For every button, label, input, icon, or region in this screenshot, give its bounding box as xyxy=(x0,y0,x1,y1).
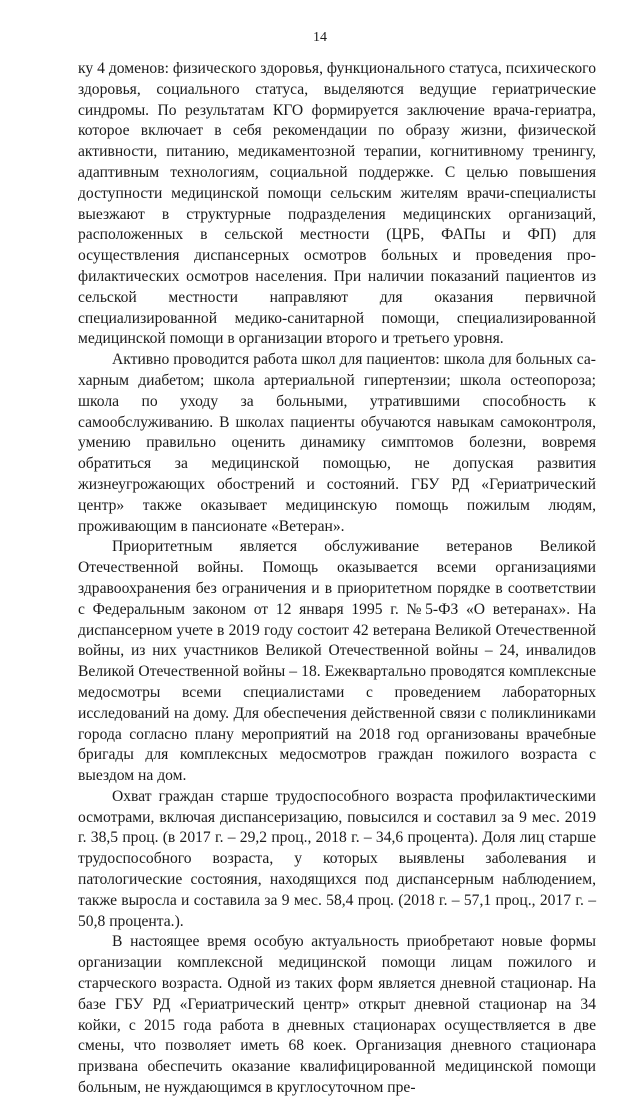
body-text xyxy=(78,59,596,1099)
page-number: 14 xyxy=(313,30,327,45)
paragraph-day-hospital: В настоящее время особую актуальность приобретают новые формы организации комплексной медицинской помощи лицам пожилого и старческого возраста. Одной из таких форм является дневной стационар. На базе ГБУ РД «Гериатрический центр» открыт дневной стационар на 34 койки, с 2015 года работа в дневных стационарах осуществляется в две смены, что позволяет иметь 68 коек. Организация дневного стационара призвана обеспечить оказание квалифицированной медицинской помощи больным, не нуждающимся в круглосуточном пре- xyxy=(78,933,596,1097)
paragraph-patient-schools: Активно проводится работа школ для пациентов: школа для больных сахарным диабетом; школа артериальной гипертензии; школа остеопороза; школа по уходу за больными, утратившими способность к самообслуживанию. В школах пациенты обучаются навыкам самоконтроля, умению правильно оценить динамику симптомов болезни, вовремя обратиться за медицинской помощью, не допуская развития жизнеугрожающих обострений и состояний. ГБУ РД «Гериатрический центр» также оказывает медицинскую помощь пожилым людям, проживающим в пансионате «Ветеран». xyxy=(78,351,596,535)
paragraph-continuation: ку 4 доменов: физического здоровья, функционального статуса, психического здоровья, социального статуса, выделяются ведущие гериатрические синдромы. По результатам КГО формируется заключение врача-гериатра, которое включает в себя рекомендации по образу жизни, физической активности, питанию, медикаментозной терапии, когнитивному тренингу, адаптивным технологиям, социальной поддержке. С целью повышения доступности медицинской помощи сельским жителям врачи-специалисты выезжают в структурные подразделения медицинских организаций, расположенных в сельской местности (ЦРБ, ФАПы и ФП) для осуществления диспансерных осмотров больных и проведения профилактических осмотров населения. При наличии показаний пациентов из сельской местности направляют для оказания первичной специализированной медико-санитарной помощи, специализированной медицинской помощи в организации второго и третьего уровня. xyxy=(78,60,596,348)
paragraph-preventive-coverage: Охват граждан старше трудоспособного возраста профилактическими осмотрами, включая диспансеризацию, повысился и составил за 9 мес. 2019 г. 38,5 проц. (в 2017 г. – 29,2 проц., 2018 г. – 34,6 процента). Доля лиц старше трудоспособного возраста, у которых выявлены заболевания и патологические состояния, находящихся под диспансерным наблюдением, также выросла и составила за 9 мес. 58,4 проц. (2018 г. – 57,1 проц., 2017 г. – 50,8 процента.). xyxy=(78,787,596,930)
paragraph-veterans-service: Приоритетным является обслуживание ветеранов Великой Отечественной войны. Помощь оказывается всеми организациями здравоохранения без ограничения и в приоритетном порядке в соответствии с Федеральным законом от 12 января 1995 г. №5-ФЗ «О ветеранах». На диспансерном учете в 2019 году состоит 42 ветерана Великой Отечественной войны, из них участников Великой Отечественной войны – 24, инвалидов Великой Отечественной войны – 18. Ежеквартально проводятся комплексные медосмотры всеми специалистами с проведением лабораторных исследований на дому. Для обеспечения действенной связи с поликлиниками города согласно плану мероприятий на 2018 год организованы врачебные бригады для комплексных медосмотров граждан пожилого возраста с выездом на дом. xyxy=(78,538,596,785)
